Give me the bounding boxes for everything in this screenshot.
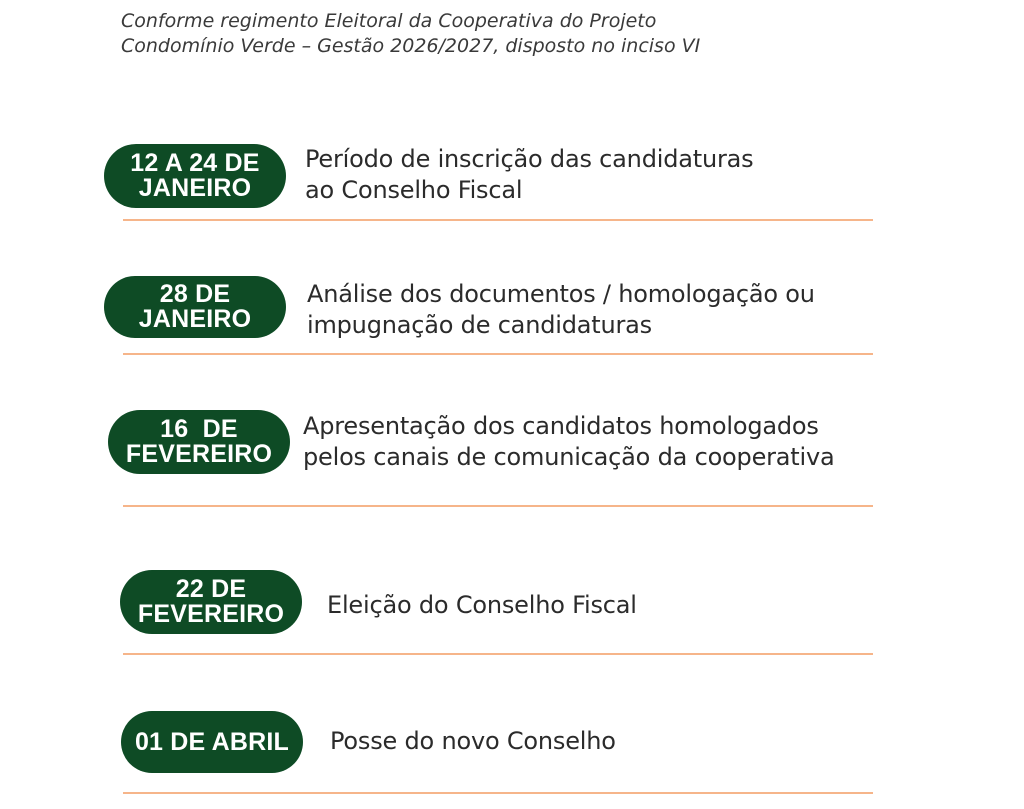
intro-line-1: Conforme regimento Eleitoral da Cooperativa do Projeto [121,10,657,32]
schedule-description-posse [330,726,616,757]
date-badge-line: JANEIRO [138,174,252,202]
date-badge-posse [121,711,303,773]
description-line: Posse do novo Conselho [330,727,616,755]
intro-line-2: Condomínio Verde – Gestão 2026/2027, disposto no inciso VI [121,35,701,57]
description-line: Apresentação dos candidatos homologados [303,412,819,440]
description-line: Eleição do Conselho Fiscal [327,591,637,619]
divider [123,219,873,221]
schedule-description-apresentacao [303,411,835,473]
intro-text [121,9,841,59]
divider [123,505,873,507]
date-badge-analise [104,276,286,338]
divider [123,353,873,355]
date-badge-line: FEVEREIRO [137,600,285,628]
divider [123,792,873,794]
date-badge-line: 16 DE [160,415,238,443]
description-line: impugnação de candidaturas [307,311,652,339]
description-line: Período de inscrição das candidaturas [305,145,754,173]
schedule-description-eleicao [327,590,637,621]
date-badge-line: 12 A 24 DE [130,149,260,177]
schedule-description-inscricao [305,144,753,206]
description-line: ao Conselho Fiscal [305,176,523,204]
date-badge-eleicao [120,570,302,634]
date-badge-line: JANEIRO [138,305,252,333]
description-line: pelos canais de comunicação da cooperativa [303,443,835,471]
date-badge-apresentacao [108,410,290,474]
date-badge-line: 28 DE [159,280,231,308]
schedule-description-analise [307,279,815,341]
description-line: Análise dos documentos / homologação ou [307,280,815,308]
date-badge-inscricao [104,144,286,208]
divider [123,653,873,655]
date-badge-line: FEVEREIRO [125,440,273,468]
date-badge-line: 22 DE [175,575,247,603]
date-badge-line: 01 DE ABRIL [134,727,290,756]
